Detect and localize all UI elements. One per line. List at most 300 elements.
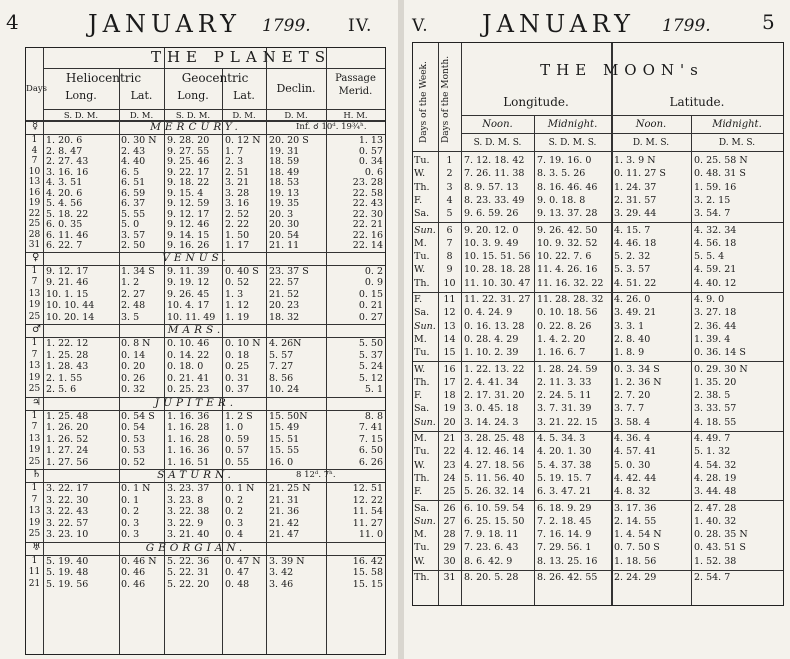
planet-cell: 3. 23. 8	[167, 494, 204, 506]
planet-name: VENUS.	[162, 251, 230, 264]
moon-cell: W.	[414, 555, 426, 567]
moon-cell: 6. 25. 15. 50	[464, 515, 525, 527]
unit-declin: D. M.	[284, 111, 308, 121]
moon-cell: 9. 13. 37. 28	[537, 208, 598, 220]
moon-cell: Th.	[414, 277, 430, 289]
moon-cell: Sa.	[414, 208, 430, 220]
planet-cell: 1. 7	[225, 145, 244, 157]
planet-cell: 10. 20. 14	[46, 311, 95, 323]
moon-cell: 2. 54. 7	[694, 572, 731, 583]
moon-cell: 0. 29. 30 N	[694, 363, 748, 375]
planet-cell: 2. 52	[225, 208, 250, 220]
planet-cell: 2. 1. 55	[46, 372, 83, 384]
moon-row	[413, 555, 783, 568]
moon-cell: 4	[446, 194, 453, 206]
moon-row	[413, 250, 783, 263]
planet-row	[26, 445, 385, 456]
moon-cell: Sun.	[414, 515, 436, 527]
geo-lat-header: Lat.	[233, 89, 255, 102]
planet-cell: 21. 42	[269, 517, 300, 529]
moon-cell: 7. 26. 11. 38	[464, 168, 525, 180]
planet-cell: 5. 55	[121, 208, 146, 220]
moon-cell: 5. 5. 4	[694, 251, 725, 263]
moon-cell: Tu.	[414, 542, 430, 554]
meridian-header: Merid.	[338, 86, 373, 97]
moon-cell: 5. 3. 57	[614, 264, 651, 276]
moon-cell: 4. 18. 55	[694, 416, 737, 428]
moon-cell: 11. 16. 32. 22	[537, 277, 604, 289]
unit-geo-long: S. D. M.	[175, 111, 211, 121]
moon-cell: 1. 28. 24. 59	[537, 363, 598, 375]
moon-cell: 0. 48. 31 S	[694, 168, 746, 180]
unit-lat-midnight: D. M. S.	[718, 138, 756, 148]
moon-cell: 11	[443, 294, 456, 305]
planet-cell: 1. 26. 20	[46, 422, 89, 433]
planet-cell: 1. 25. 48	[46, 410, 89, 422]
moon-cell: 4. 51. 22	[614, 277, 657, 289]
planet-cell: 5. 57	[269, 349, 294, 361]
planet-cell: 18. 59	[269, 156, 300, 167]
planet-cell: 9. 14. 15	[167, 229, 210, 241]
unit-geo-lat: D. M.	[232, 111, 256, 121]
helio-lat-header: Lat.	[130, 89, 153, 102]
moon-cell: 9. 0. 18. 8	[537, 194, 586, 206]
moon-cell: 5. 2. 32	[614, 251, 651, 263]
planet-cell: 9. 26. 45	[167, 288, 210, 300]
planet-cell: 0. 15	[358, 288, 383, 300]
moon-row	[413, 571, 783, 584]
planet-cell: 0. 2	[225, 494, 244, 506]
moon-cell: 4. 5. 34. 3	[537, 433, 586, 444]
planet-cell: 0. 46	[121, 567, 146, 578]
planet-cell: 16	[28, 187, 41, 198]
moon-cell: 1. 16. 6. 7	[537, 347, 586, 359]
moon-cell: 5. 19. 15. 7	[537, 472, 592, 484]
moon-cell: 5. 11. 56. 40	[464, 472, 525, 484]
latitude-header: Latitude.	[669, 95, 725, 109]
planet-row	[26, 135, 385, 146]
planet-cell: 28	[28, 229, 41, 240]
moon-cell: 3. 27. 18	[694, 307, 737, 319]
planet-cell: 3. 57	[121, 229, 146, 241]
planet-cell: 0. 54	[121, 422, 146, 433]
planet-cell: 1	[31, 265, 38, 276]
planet-cell: 0. 18	[225, 349, 250, 361]
lat-noon-header: Noon.	[635, 119, 667, 130]
planet-cell: 0. 52	[225, 277, 250, 288]
moon-cell: 2. 31. 57	[614, 194, 657, 206]
moon-cell: 14	[443, 333, 456, 345]
moon-cell: 24	[443, 472, 456, 484]
moon-row	[413, 515, 783, 528]
planet-cell: 1. 22. 12	[46, 338, 89, 349]
moon-row	[413, 237, 783, 250]
planet-row	[26, 483, 385, 494]
moon-cell: 9. 20. 12. 0	[464, 224, 519, 236]
planet-row	[26, 411, 385, 422]
moon-cell: Th.	[414, 572, 430, 583]
section-rule	[26, 324, 385, 325]
planet-cell: 7. 15	[358, 433, 383, 445]
moon-cell: 25	[443, 486, 456, 498]
moon-cell: 18	[443, 390, 456, 402]
moon-cell: 4. 20. 1. 30	[537, 446, 592, 458]
moon-cell: 7. 12. 18. 42	[464, 155, 525, 166]
planet-cell: 1. 16. 36	[167, 445, 210, 456]
moon-cell: 2. 17. 31. 20	[464, 390, 525, 402]
planet-row	[26, 188, 385, 199]
long-noon-header: Noon.	[482, 119, 513, 130]
planet-cell: 2. 8. 47	[46, 145, 83, 157]
planet-cell: 21. 52	[269, 288, 300, 300]
volume-number: V.	[412, 16, 429, 36]
planet-cell: 25	[28, 529, 41, 539]
section-rule	[26, 397, 385, 398]
planet-cell: 3. 42	[269, 567, 294, 578]
planet-cell: 0. 21. 41	[167, 372, 210, 384]
planet-row	[26, 361, 385, 372]
moon-cell: 0. 11. 27 S	[614, 168, 666, 180]
moon-cell: 2. 11. 3. 33	[537, 376, 592, 388]
planet-cell: 5. 24	[358, 361, 383, 372]
planets-table	[25, 47, 386, 655]
moon-cell: 1. 4. 2. 20	[537, 333, 586, 345]
planet-cell: 1	[31, 555, 38, 566]
moon-cell: M.	[414, 529, 427, 541]
moon-cell: M.	[414, 333, 427, 345]
planet-cell: 0. 52	[121, 456, 146, 468]
page-number: 5	[762, 10, 777, 34]
planet-row	[26, 266, 385, 277]
days-header: Days	[26, 84, 48, 94]
moon-cell: 3. 0. 45. 18	[464, 403, 519, 415]
moon-cell: 1. 8. 9	[614, 347, 645, 359]
moon-cell: 10. 28. 18. 28	[464, 264, 531, 276]
moon-cell: 12	[443, 307, 456, 319]
moon-cell: 3. 3. 1	[614, 320, 645, 332]
heliocentric-header: Heliocentric	[65, 71, 142, 85]
planet-cell: 1	[31, 338, 38, 348]
planet-cell: 23. 28	[352, 177, 383, 188]
planet-cell: 9. 21. 46	[46, 277, 89, 288]
planet-cell: 22. 21	[352, 219, 383, 230]
planet-cell: 13	[28, 506, 41, 516]
planet-cell: 25	[28, 311, 41, 322]
moon-row	[413, 402, 783, 415]
planet-cell: 3. 16. 16	[46, 166, 89, 178]
moon-cell: Th.	[414, 472, 430, 484]
planet-cell: 1	[31, 483, 38, 493]
days-of-month-header: Days of the Month.	[441, 55, 451, 143]
planet-cell: 9. 15. 4	[167, 187, 204, 199]
moon-cell: 4. 28. 19	[694, 472, 737, 484]
planet-cell: 9. 12. 59	[167, 198, 210, 209]
planet-cell: 21. 36	[269, 506, 300, 517]
planet-cell: 0. 3	[121, 517, 140, 529]
moon-row	[413, 320, 783, 333]
moon-cell: 4. 56. 18	[694, 237, 737, 249]
planet-row	[26, 240, 385, 251]
planet-cell: 3. 39 N	[269, 555, 305, 567]
moon-cell: 9. 26. 42. 50	[537, 224, 598, 236]
planet-cell: 0. 20	[121, 361, 146, 372]
planet-cell: 13	[28, 288, 41, 299]
planet-cell: 19. 31	[269, 145, 300, 157]
moon-cell: 1. 10. 2. 39	[464, 347, 519, 359]
planet-cell: 20. 30	[269, 219, 300, 230]
moon-cell: 4. 8. 32	[614, 486, 651, 498]
planet-cell: 12. 51	[352, 483, 383, 494]
planet-cell: 2. 22	[225, 219, 250, 230]
moon-cell: 10. 15. 51. 56	[464, 251, 531, 263]
planet-cell: 5. 0	[121, 219, 140, 230]
page-title: JANUARY	[88, 10, 241, 38]
planet-row	[26, 384, 385, 395]
planet-cell: 1. 20. 6	[46, 135, 83, 146]
planet-cell: 0. 53	[121, 433, 146, 445]
planet-cell: 7	[31, 494, 38, 505]
moon-cell: 6. 18. 9. 29	[537, 502, 592, 514]
moon-cell: Sun.	[414, 224, 436, 236]
planet-cell: 9. 22. 17	[167, 166, 210, 178]
moon-cell: Th.	[414, 376, 430, 388]
planet-cell: 9. 28. 20	[167, 135, 210, 146]
moon-cell: 1. 52. 38	[694, 555, 737, 567]
planet-cell: 4. 20. 6	[46, 187, 83, 199]
moon-cell: 2. 7. 20	[614, 390, 651, 402]
moon-cell: 6. 3. 47. 21	[537, 486, 592, 498]
planet-cell: 22. 14	[352, 240, 383, 251]
moon-cell: 0. 43. 51 S	[694, 542, 746, 554]
planet-cell: 0. 47	[225, 567, 250, 578]
planet-cell: 19. 35	[269, 198, 300, 209]
moon-cell: Th.	[414, 181, 430, 193]
planet-row	[26, 338, 385, 349]
planet-cell: 0. 53	[121, 445, 146, 456]
planet-cell: 1	[31, 135, 38, 145]
planet-row	[26, 350, 385, 361]
planet-cell: 12. 22	[352, 494, 383, 506]
planet-cell: 5. 19. 48	[46, 567, 89, 578]
planet-cell: 19	[28, 372, 41, 383]
moon-cell: 7. 2. 18. 45	[537, 515, 592, 527]
passage-header: Passage	[335, 73, 376, 84]
planet-cell: 7	[31, 422, 38, 432]
planet-row	[26, 506, 385, 517]
unit-helio-long: S. D. M.	[63, 111, 99, 121]
moon-cell: 11. 22. 31. 27	[464, 294, 531, 305]
moon-row	[413, 445, 783, 458]
planet-cell: 5. 4. 56	[46, 198, 83, 209]
left-page-header	[0, 6, 398, 40]
planet-cell: 1. 28. 43	[46, 361, 89, 372]
planet-symbol-icon: ♀	[32, 251, 40, 263]
moon-row	[413, 432, 783, 445]
moon-cell: 9. 6. 59. 26	[464, 208, 519, 220]
planet-cell: 1. 16. 28	[167, 433, 210, 445]
moon-cell: 8. 16. 46. 46	[537, 181, 598, 193]
planet-cell: 7. 41	[358, 422, 383, 433]
moon-cell: 31	[443, 572, 456, 583]
planet-cell: 20. 3	[269, 208, 294, 220]
moon-cell: 0. 3. 34 S	[614, 363, 660, 375]
moon-row	[413, 459, 783, 472]
moon-cell: Tu.	[414, 446, 430, 458]
moon-cell: 5. 0. 30	[614, 459, 651, 471]
moon-row	[413, 502, 783, 515]
planet-cell: 0. 8 N	[121, 338, 151, 349]
moon-row	[413, 306, 783, 319]
planet-cell: 0. 46 N	[121, 555, 157, 567]
planet-cell: 1. 17	[225, 240, 250, 251]
planet-cell: 15. 49	[269, 422, 300, 433]
moon-cell: 4. 49. 7	[694, 433, 731, 444]
moon-cell: 8. 23. 33. 49	[464, 194, 525, 206]
moon-cell: 7. 23. 6. 43	[464, 542, 519, 554]
planet-row	[26, 198, 385, 209]
planet-cell: 0. 54 S	[121, 410, 155, 422]
moon-cell: 4. 12. 46. 14	[464, 446, 525, 458]
planet-cell: 10. 11. 49	[167, 311, 216, 323]
moon-cell: 4. 54. 32	[694, 459, 737, 471]
planet-cell: 22. 16	[352, 229, 383, 241]
planet-row	[26, 146, 385, 157]
planet-cell: 5. 19. 40	[46, 555, 89, 567]
moon-cell: Tu.	[414, 155, 430, 166]
moon-cell: 8. 13. 25. 16	[537, 555, 598, 567]
moon-cell: 8. 26. 42. 55	[537, 572, 598, 583]
planet-cell: 0. 46	[121, 578, 146, 590]
planet-cell: 6. 59	[121, 187, 146, 199]
planet-cell: 1. 19	[225, 311, 250, 323]
planet-row	[26, 177, 385, 188]
planet-cell: 0. 34	[358, 156, 383, 167]
planet-cell: 3. 23. 10	[46, 529, 89, 540]
planet-cell: 0. 48	[225, 578, 250, 590]
planet-cell: 22. 58	[352, 187, 383, 199]
page-title: JANUARY	[482, 10, 635, 38]
planet-row	[26, 518, 385, 529]
planet-cell: 2. 5. 6	[46, 384, 77, 395]
planet-cell: 7	[31, 349, 38, 360]
moon-cell: 2. 36. 44	[694, 320, 737, 332]
moon-cell: 0. 10. 18. 56	[537, 307, 598, 319]
planet-cell: 2. 27	[121, 288, 146, 300]
moon-cell: 11. 10. 30. 47	[464, 277, 531, 289]
section-rule	[26, 542, 385, 543]
planet-cell: 6. 50	[358, 445, 383, 456]
planet-cell: 2. 43	[121, 145, 146, 157]
moon-cell: F.	[414, 294, 423, 305]
moon-cell: 7. 19. 16. 0	[537, 155, 592, 166]
planet-cell: 0. 40 S	[225, 265, 259, 277]
moon-cell: 26	[443, 502, 456, 514]
planet-cell: 0. 10. 46	[167, 338, 210, 349]
planet-section-header	[26, 121, 385, 134]
moon-cell: 4. 36. 4	[614, 433, 651, 444]
page-year: 1799.	[662, 16, 711, 36]
planet-cell: 0. 2	[121, 506, 140, 517]
planet-cell: 1. 0	[225, 422, 244, 433]
planet-cell: 16. 0	[269, 456, 294, 468]
planet-cell: 8. 56	[269, 372, 294, 384]
planet-cell: 4. 3. 51	[46, 177, 83, 188]
moon-cell: 0. 7. 50 S	[614, 542, 660, 554]
moon-cell: 1. 4. 54 N	[614, 529, 662, 541]
moon-cell: 2. 8. 40	[614, 333, 651, 345]
moon-cell: 0. 16. 13. 28	[464, 320, 525, 332]
moon-row	[413, 346, 783, 359]
moon-row	[413, 333, 783, 346]
planet-cell: 6. 0. 35	[46, 219, 83, 230]
planet-cell: 4. 40	[121, 156, 146, 167]
planet-section-header	[26, 252, 385, 265]
section-rule	[26, 121, 385, 122]
planet-cell: 2. 27. 43	[46, 156, 89, 167]
planet-cell: 18. 49	[269, 166, 300, 178]
planet-cell: 6. 11. 46	[46, 229, 89, 241]
planet-cell: 1. 16. 28	[167, 422, 210, 433]
planet-cell: 9. 16. 26	[167, 240, 210, 251]
planet-cell: 3. 22. 43	[46, 506, 89, 517]
planet-cell: 6. 51	[121, 177, 146, 188]
helio-long-header: Long.	[65, 89, 97, 102]
moon-cell: 2. 24. 5. 11	[537, 390, 592, 402]
planet-cell: 22. 43	[352, 198, 383, 209]
planet-cell: 5. 19. 56	[46, 578, 89, 590]
planet-cell: 13	[28, 361, 41, 371]
planet-cell: 31	[28, 240, 41, 250]
planet-cell: 0. 55	[225, 456, 250, 468]
section-rule	[26, 469, 385, 470]
moon-cell: 0. 28. 4. 29	[464, 333, 519, 345]
moon-cell: 28	[443, 529, 456, 541]
moon-cell: 7. 16. 14. 9	[537, 529, 592, 541]
unit-lat-noon: D. M. S.	[632, 138, 670, 148]
planet-cell: 6. 5	[121, 166, 140, 178]
planet-name: SATURN.	[157, 469, 235, 481]
planet-cell: 2. 51	[225, 166, 250, 178]
moon-cell: 10. 22. 7. 6	[537, 251, 592, 263]
moon-cell: 10. 9. 32. 52	[537, 237, 598, 249]
planet-cell: 19. 13	[269, 187, 300, 199]
moon-cell: 1. 22. 13. 22	[464, 363, 525, 375]
planet-cell: 1. 27. 56	[46, 456, 89, 468]
planet-cell: 3. 22. 30	[46, 494, 89, 506]
planet-row	[26, 529, 385, 540]
moon-cell: 0. 36. 14 S	[694, 347, 746, 359]
planet-cell: 0. 25	[225, 361, 250, 372]
planet-symbol-icon: ☿	[32, 121, 39, 132]
planet-cell: 10	[28, 166, 41, 177]
planet-cell: 9. 12. 17	[167, 208, 210, 220]
moon-cell: M.	[414, 237, 427, 249]
geocentric-header: Geocentric	[181, 71, 249, 85]
planet-cell: 10. 4. 17	[167, 300, 210, 311]
planet-cell: 3. 22. 38	[167, 506, 210, 517]
moon-row	[413, 472, 783, 485]
moon-cell: 3. 14. 24. 3	[464, 416, 519, 428]
planet-cell: 0. 3	[121, 529, 140, 540]
planet-cell: 9. 19. 12	[167, 277, 210, 288]
declination-header: Declin.	[276, 82, 316, 95]
moon-cell: 3. 49. 21	[614, 307, 657, 319]
moon-table	[412, 42, 784, 606]
planet-symbol-icon: ♂	[32, 324, 41, 335]
planet-cell: 5. 22. 31	[167, 567, 210, 578]
planet-cell: 0. 27	[358, 311, 383, 323]
moon-cell: 2. 24. 29	[614, 572, 657, 583]
